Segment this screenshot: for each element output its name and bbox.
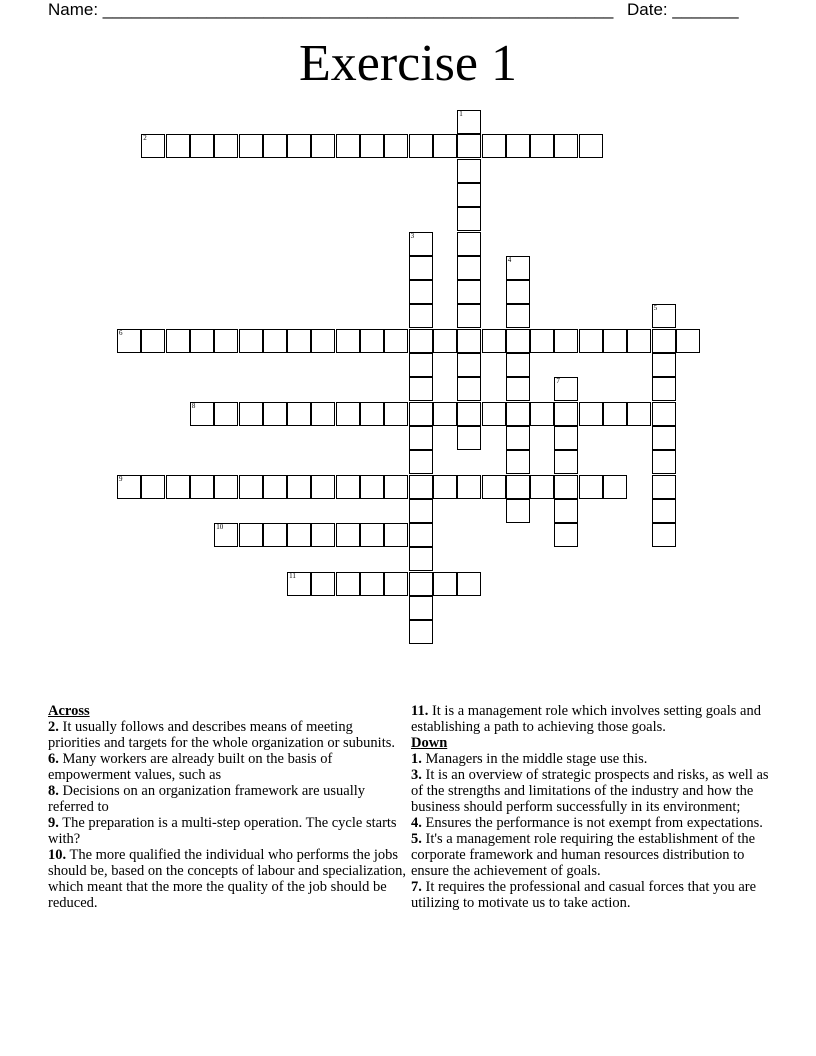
grid-cell[interactable] <box>457 572 481 596</box>
grid-cell[interactable] <box>287 134 311 158</box>
grid-cell[interactable] <box>311 329 335 353</box>
clues-left-column <box>48 703 408 911</box>
grid-cell[interactable] <box>482 402 506 426</box>
grid-cell[interactable] <box>652 499 676 523</box>
grid-cell[interactable] <box>457 329 481 353</box>
grid-cell[interactable] <box>239 329 263 353</box>
grid-cell[interactable] <box>433 402 457 426</box>
grid-cell[interactable] <box>457 232 481 256</box>
grid-cell[interactable] <box>360 329 384 353</box>
grid-cell[interactable] <box>652 426 676 450</box>
grid-cell[interactable] <box>360 523 384 547</box>
clues-right-column <box>411 703 771 911</box>
grid-cell[interactable] <box>457 426 481 450</box>
cell-number: 9 <box>119 474 123 483</box>
cell-number: 7 <box>556 377 560 386</box>
grid-cell[interactable] <box>579 329 603 353</box>
across-clue-11: 11. It is a management role which involves setting goals and establishing a path to achieving those goals. <box>411 703 761 735</box>
grid-cell[interactable] <box>554 450 578 474</box>
grid-cell[interactable] <box>530 134 554 158</box>
grid-cell[interactable] <box>506 499 530 523</box>
grid-cell[interactable] <box>457 256 481 280</box>
grid-cell[interactable] <box>384 572 408 596</box>
grid-cell[interactable] <box>239 134 263 158</box>
grid-cell[interactable] <box>482 329 506 353</box>
grid-cell[interactable] <box>141 475 165 499</box>
grid-cell[interactable] <box>141 329 165 353</box>
grid-cell[interactable] <box>360 475 384 499</box>
grid-cell[interactable] <box>214 329 238 353</box>
grid-cell[interactable] <box>409 475 433 499</box>
grid-cell[interactable] <box>409 134 433 158</box>
grid-cell[interactable] <box>409 280 433 304</box>
grid-cell[interactable] <box>287 523 311 547</box>
grid-cell[interactable] <box>190 402 214 426</box>
down-clue-7: 7. It requires the professional and casual forces that you are utilizing to motivate us to take action. <box>411 879 757 911</box>
grid-cell[interactable] <box>482 475 506 499</box>
grid-cell[interactable] <box>409 572 433 596</box>
grid-cell[interactable] <box>457 377 481 401</box>
grid-cell[interactable] <box>263 475 287 499</box>
grid-cell[interactable] <box>457 159 481 183</box>
grid-cell[interactable] <box>652 329 676 353</box>
grid-cell[interactable] <box>311 134 335 158</box>
grid-cell[interactable] <box>287 402 311 426</box>
grid-cell[interactable] <box>457 110 481 134</box>
cell-number: 4 <box>507 255 512 264</box>
grid-cell[interactable] <box>409 256 433 280</box>
grid-cell[interactable] <box>579 134 603 158</box>
grid-cell[interactable] <box>409 596 433 620</box>
grid-cell[interactable] <box>603 329 627 353</box>
grid-cell[interactable] <box>409 304 433 328</box>
grid-cell[interactable] <box>652 450 676 474</box>
grid-cell[interactable] <box>554 134 578 158</box>
grid-cell[interactable] <box>409 377 433 401</box>
grid-cell[interactable] <box>263 329 287 353</box>
grid-cell[interactable] <box>214 475 238 499</box>
grid-cell[interactable] <box>336 523 360 547</box>
grid-cell[interactable] <box>239 475 263 499</box>
across-clue-6: 6. Many workers are already built on the basis of empowerment values, such as <box>48 751 333 783</box>
grid-cell[interactable] <box>506 304 530 328</box>
grid-cell[interactable] <box>554 377 578 401</box>
cell-number: 5 <box>653 304 658 313</box>
grid-cell[interactable] <box>409 450 433 474</box>
across-clue-9: 9. The preparation is a multi-step operation. The cycle starts with? <box>48 815 397 847</box>
grid-cell[interactable] <box>311 523 335 547</box>
grid-cell[interactable] <box>554 402 578 426</box>
grid-cell[interactable] <box>166 475 190 499</box>
cell-number: 3 <box>410 231 415 240</box>
grid-cell[interactable] <box>409 523 433 547</box>
grid-cell[interactable] <box>506 402 530 426</box>
grid-cell[interactable] <box>652 475 676 499</box>
grid-cell[interactable] <box>287 475 311 499</box>
grid-cell[interactable] <box>554 475 578 499</box>
grid-cell[interactable] <box>506 280 530 304</box>
cell-number: 11 <box>289 571 296 580</box>
across-clue-2: 2. It usually follows and describes means of meeting priorities and targets for the whole organization or subunits. <box>48 719 395 751</box>
grid-cell[interactable] <box>263 402 287 426</box>
grid-cell[interactable] <box>409 426 433 450</box>
grid-cell[interactable] <box>530 329 554 353</box>
grid-cell[interactable] <box>506 377 530 401</box>
grid-cell[interactable] <box>141 134 165 158</box>
grid-cell[interactable] <box>409 547 433 571</box>
down-heading: Down <box>411 735 448 751</box>
grid-cell[interactable] <box>190 329 214 353</box>
grid-cell[interactable] <box>384 402 408 426</box>
grid-cell[interactable] <box>239 402 263 426</box>
grid-cell[interactable] <box>360 572 384 596</box>
cell-number: 8 <box>191 401 196 410</box>
down-clue-5: 5. It's a management role requiring the establishment of the corporate framework and human resources distribution to ensure the achievement of goals. <box>411 831 756 879</box>
grid-cell[interactable] <box>384 329 408 353</box>
cell-number: 1 <box>459 110 463 118</box>
grid-cell[interactable] <box>652 353 676 377</box>
grid-cell[interactable] <box>506 134 530 158</box>
grid-cell[interactable] <box>287 329 311 353</box>
grid-cell[interactable] <box>652 523 676 547</box>
grid-cell[interactable] <box>457 183 481 207</box>
grid-cell[interactable] <box>117 475 141 499</box>
grid-cell[interactable] <box>554 523 578 547</box>
grid-cell[interactable] <box>627 402 651 426</box>
across-heading: Across <box>48 703 90 719</box>
grid-cell[interactable] <box>554 426 578 450</box>
grid-cell[interactable] <box>336 402 360 426</box>
grid-cell[interactable] <box>360 402 384 426</box>
across-clue-8: 8. Decisions on an organization framework are usually referred to <box>48 783 366 815</box>
down-clue-3: 3. It is an overview of strategic prospects and risks, as well as of the strengths and limitations of the industry and how the business should perform successfully in its environment; <box>411 767 769 815</box>
grid-cell[interactable] <box>433 572 457 596</box>
grid-cell[interactable] <box>652 377 676 401</box>
grid-cell[interactable] <box>409 329 433 353</box>
grid-cell[interactable] <box>409 499 433 523</box>
down-clue-1: 1. Managers in the middle stage use this. <box>411 751 648 767</box>
grid-cell[interactable] <box>384 523 408 547</box>
grid-cell[interactable] <box>506 353 530 377</box>
grid-cell[interactable] <box>409 353 433 377</box>
grid-cell[interactable] <box>603 402 627 426</box>
grid-cell[interactable] <box>554 329 578 353</box>
cell-number: 2 <box>143 134 147 143</box>
grid-cell[interactable] <box>457 134 481 158</box>
page-title: Exercise 1 <box>298 35 517 92</box>
down-clue-4: 4. Ensures the performance is not exempt from expectations. <box>411 815 763 831</box>
grid-cell[interactable] <box>457 207 481 231</box>
cell-number: 6 <box>119 328 123 337</box>
grid-cell[interactable] <box>239 523 263 547</box>
grid-cell[interactable] <box>263 523 287 547</box>
grid-cell[interactable] <box>579 475 603 499</box>
grid-cell[interactable] <box>457 475 481 499</box>
grid-cell[interactable] <box>579 402 603 426</box>
grid-cell[interactable] <box>506 256 530 280</box>
grid-cell[interactable] <box>117 329 141 353</box>
grid-cell[interactable] <box>336 572 360 596</box>
grid-cell[interactable] <box>506 450 530 474</box>
grid-cell[interactable] <box>530 475 554 499</box>
grid-cell[interactable] <box>482 134 506 158</box>
grid-cell[interactable] <box>409 620 433 644</box>
grid-cell[interactable] <box>190 475 214 499</box>
grid-cell[interactable] <box>652 402 676 426</box>
grid-cell[interactable] <box>384 134 408 158</box>
grid-cell[interactable] <box>311 475 335 499</box>
grid-cell[interactable] <box>554 499 578 523</box>
grid-cell[interactable] <box>166 134 190 158</box>
grid-cell[interactable] <box>433 475 457 499</box>
grid-cell[interactable] <box>384 475 408 499</box>
grid-cell[interactable] <box>311 572 335 596</box>
grid-cell[interactable] <box>409 232 433 256</box>
across-clue-10: 10. The more qualified the individual who performs the jobs should be, based on the concepts of labour and specialization, which meant that the more the quality of the job should be reduced. <box>48 847 406 911</box>
grid-cell[interactable] <box>676 329 700 353</box>
grid-cell[interactable] <box>433 134 457 158</box>
grid-cell[interactable] <box>336 475 360 499</box>
grid-cell[interactable] <box>166 329 190 353</box>
name-field-label: Name: ______________________________________________________ <box>48 0 614 19</box>
grid-cell[interactable] <box>627 329 651 353</box>
grid-cell[interactable] <box>603 475 627 499</box>
grid-cell[interactable] <box>336 134 360 158</box>
grid-cell[interactable] <box>214 523 238 547</box>
cell-number: 10 <box>216 523 224 532</box>
grid-cell[interactable] <box>506 329 530 353</box>
grid-cell[interactable] <box>433 329 457 353</box>
grid-cell[interactable] <box>214 134 238 158</box>
grid-cell[interactable] <box>287 572 311 596</box>
grid-cell[interactable] <box>311 402 335 426</box>
grid-cell[interactable] <box>214 402 238 426</box>
grid-cell[interactable] <box>457 402 481 426</box>
grid-cell[interactable] <box>360 134 384 158</box>
grid-cell[interactable] <box>263 134 287 158</box>
grid-cell[interactable] <box>506 475 530 499</box>
grid-cell[interactable] <box>336 329 360 353</box>
grid-cell[interactable] <box>457 353 481 377</box>
grid-cell[interactable] <box>530 402 554 426</box>
grid-cell[interactable] <box>457 304 481 328</box>
grid-cell[interactable] <box>457 280 481 304</box>
grid-cell[interactable] <box>652 304 676 328</box>
grid-cell[interactable] <box>506 426 530 450</box>
date-field-label: Date: _______ <box>627 0 739 19</box>
grid-cell[interactable] <box>190 134 214 158</box>
grid-cell[interactable] <box>409 402 433 426</box>
